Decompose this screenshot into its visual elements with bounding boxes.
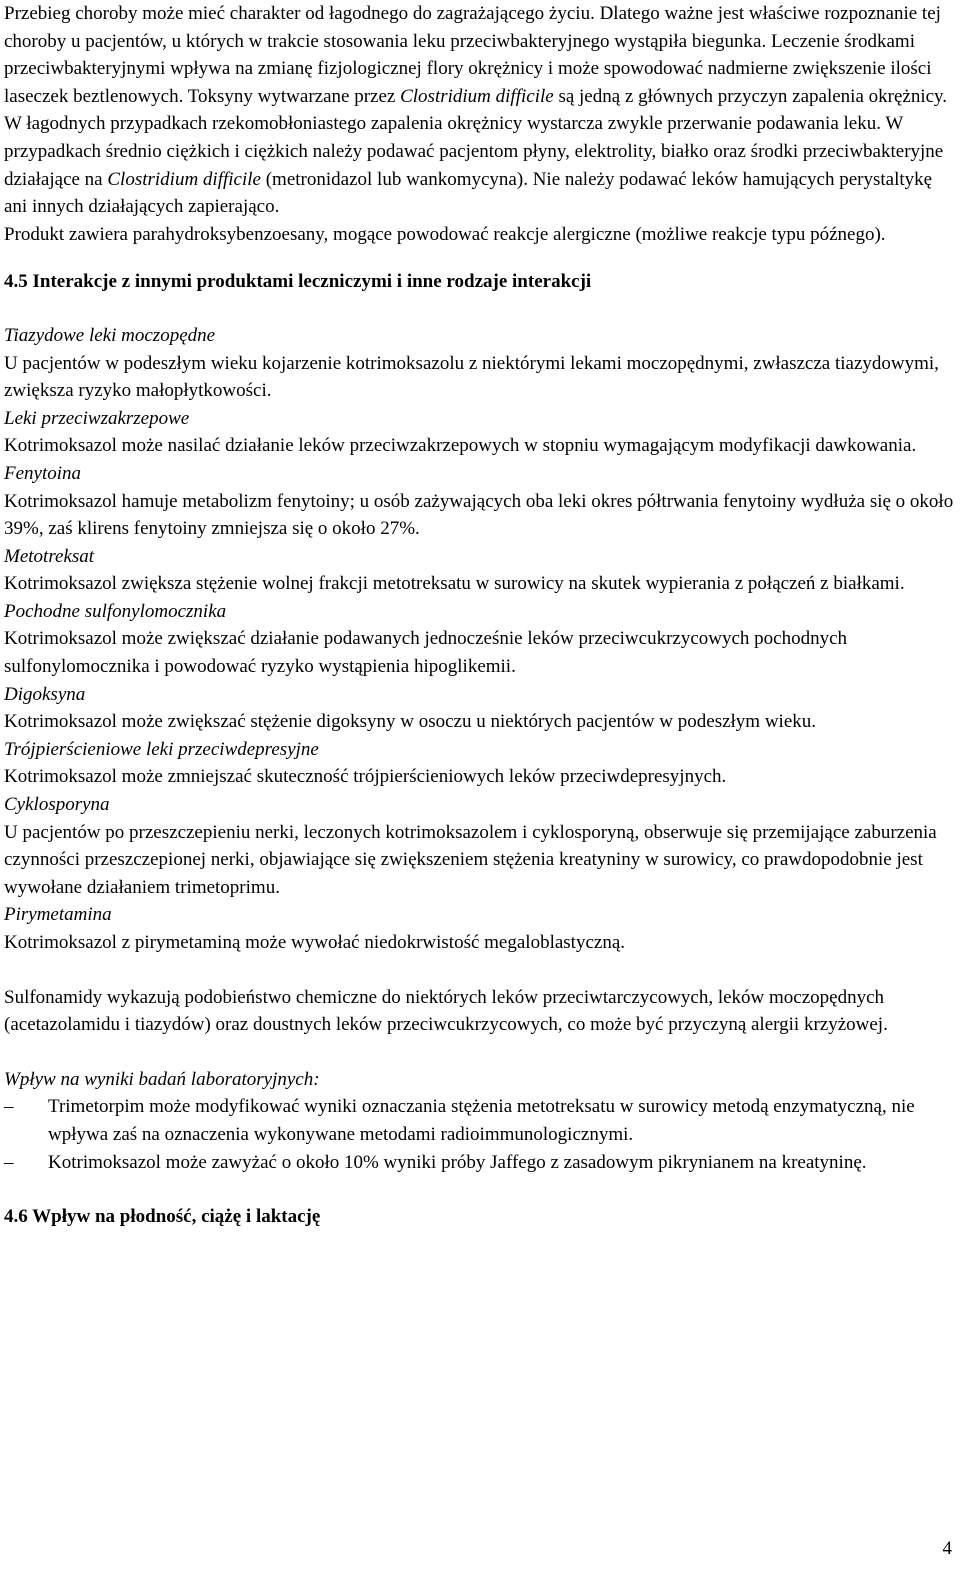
interaction-text: Kotrimoksazol z pirymetaminą może wywołać niedokrwistość megaloblastyczną. [4, 932, 626, 953]
list-item [4, 1093, 954, 1148]
document-page [4, 0, 954, 1231]
intro-paragraph-2: W łagodnych przypadkach rzekomobłoniastego zapalenia okrężnicy wystarcza zwykle przerwanie podawania leku. W przypadkach średnio ciężkich i ciężkich należy podawać pacjentom płyny, elektrolity, białko oraz środki przeciwbakteryjne działające na Clostridium difficile (metronidazol lub wankomycyna). Nie należy podawać leków hamujących perystaltykę ani innych działających zapierająco. [4, 113, 944, 218]
list-item-text: Kotrimoksazol może zawyżać o około 10% wyniki próby Jaffego z zasadowym pikrynianem na kreatyninę. [48, 1151, 867, 1173]
species-name: Clostridium difficile [107, 168, 261, 190]
sulfonamides-paragraph: Sulfonamidy wykazują podobieństwo chemiczne do niektórych leków przeciwtarczycowych, leków moczopędnych (acetazolamidu i tiazydów) oraz doustnych leków przeciwcukrzycowych, co może być przyczyną alergii krzyżowej. [4, 986, 888, 1036]
interaction-subheading: Pirymetamina [4, 904, 112, 926]
interaction-text: Kotrimoksazol może nasilać działanie leków przeciwzakrzepowych w stopniu wymagającym modyfikacji dawkowania. [4, 435, 917, 457]
list-item-text: Trimetorpim może modyfikować wyniki oznaczania stężenia metotreksatu w surowicy metodą enzymatyczną, nie wpływa zaś na oznaczenia wykonywane metodami radioimmunologicznymi. [48, 1096, 915, 1145]
dash-bullet: – [4, 1096, 14, 1118]
interaction-text: U pacjentów po przeszczepieniu nerki, leczonych kotrimoksazolem i cyklosporyną, obserwuje się przemijające zaburzenia czynności przeszczepionej nerki, objawiające się zwiększeniem stężenia kreatyniny w surowicy, co prawdopodobnie jest wywołane działaniem trimetoprimu. [4, 821, 937, 898]
interaction-subheading: Digoksyna [4, 683, 86, 705]
interaction-subheading: Cyklosporyna [4, 794, 110, 816]
interaction-subheading: Fenytoina [4, 462, 82, 484]
species-name: Clostridium difficile [400, 85, 554, 107]
dash-bullet: – [4, 1151, 14, 1173]
interaction-text: Kotrimoksazol może zwiększać działanie podawanych jednocześnie leków przeciwcukrzycowych pochodnych sulfonylomocznika i powodować ryzyko wystąpienia hipoglikemii. [4, 628, 848, 678]
interaction-subheading: Trójpierścieniowe leki przeciwdepresyjne [4, 738, 319, 760]
lab-results-heading: Wpływ na wyniki badań laboratoryjnych: [4, 1068, 320, 1090]
interaction-subheading: Tiazydowe leki moczopędne [4, 324, 216, 346]
section-heading-4-5: 4.5 Interakcje z innymi produktami leczniczymi i inne rodzaje interakcji [4, 271, 592, 293]
lab-results-list [4, 1093, 954, 1176]
intro-paragraph-1: Przebieg choroby może mieć charakter od łagodnego do zagrażającego życiu. Dlatego ważne jest właściwe rozpoznanie tej choroby u pacjentów, u których w trakcie stosowania leku przeciwbakteryjnego wystąpiła biegunka. Leczenie środkami przeciwbakteryjnymi wpływa na zmianę fizjologicznej flory okrężnicy i może spowodować nadmierne zwiększenie ilości laseczek beztlenowych. Toksyny wytwarzane przez Clostridium difficile są jedną z głównych przyczyn zapalenia okrężnicy. [4, 3, 948, 107]
interaction-text: U pacjentów w podeszłym wieku kojarzenie kotrimoksazolu z niektórymi lekami moczopędnymi, zwłaszcza tiazydowymi, zwiększa ryzyko małopłytkowości. [4, 352, 939, 402]
interaction-text: Kotrimoksazol zwiększa stężenie wolnej frakcji metotreksatu w surowicy na skutek wypierania z połączeń z białkami. [4, 573, 905, 595]
interaction-subheading: Pochodne sulfonylomocznika [4, 600, 227, 622]
interactions-list [4, 322, 954, 957]
interaction-subheading: Metotreksat [4, 545, 95, 567]
interaction-text: Kotrimoksazol może zmniejszać skuteczność trójpierścieniowych leków przeciwdepresyjnych. [4, 766, 727, 788]
list-item [4, 1149, 954, 1177]
section-heading-4-6: 4.6 Wpływ na płodność, ciążę i laktację [4, 1206, 321, 1228]
page-number: 4 [942, 1538, 952, 1559]
intro-paragraph-3: Produkt zawiera parahydroksybenzoesany, mogące powodować reakcje alergiczne (możliwe reakcje typu późnego). [4, 223, 886, 245]
interaction-text: Kotrimoksazol może zwiększać stężenie digoksyny w osoczu u niektórych pacjentów w podeszłym wieku. [4, 711, 817, 733]
interaction-subheading: Leki przeciwzakrzepowe [4, 407, 190, 429]
interaction-text: Kotrimoksazol hamuje metabolizm fenytoiny; u osób zażywających oba leki okres półtrwania fenytoiny wydłuża się o około 39%, zaś klirens fenytoiny zmniejsza się o około 27%. [4, 490, 954, 540]
